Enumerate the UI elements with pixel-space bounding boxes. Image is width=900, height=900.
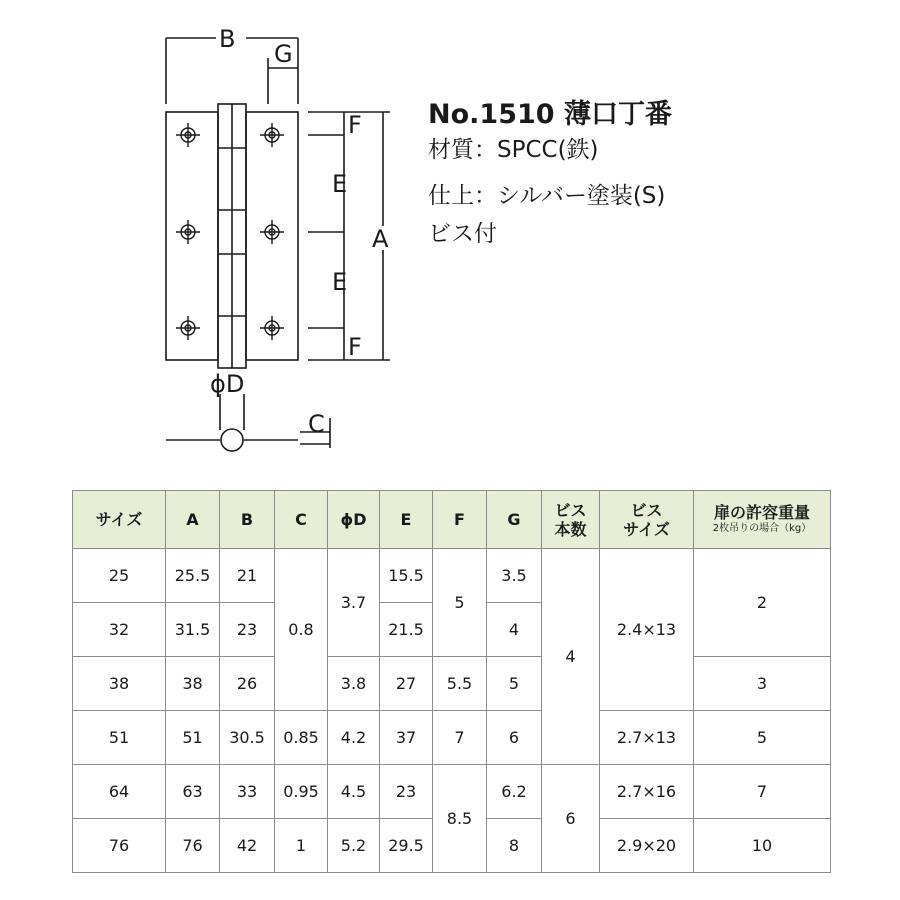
dim-label-e-bottom: E xyxy=(332,268,348,296)
cell-a: 38 xyxy=(166,657,220,711)
cell-screw-size: 2.7×13 xyxy=(600,711,694,765)
cell-phi-d: 3.7 xyxy=(328,549,380,657)
header-screw-size-line1: ビス xyxy=(630,500,663,520)
cell-a: 25.5 xyxy=(166,549,220,603)
cell-g: 4 xyxy=(487,603,542,657)
cell-c: 1 xyxy=(275,819,328,873)
cell-size: 51 xyxy=(73,711,166,765)
screw-holes xyxy=(176,123,284,340)
cell-screw-count: 6 xyxy=(542,765,600,873)
product-title: No.1510 薄口丁番 xyxy=(428,99,672,130)
cell-c: 0.85 xyxy=(275,711,328,765)
table-row xyxy=(73,549,831,603)
header-size: サイズ xyxy=(73,491,166,549)
cell-e: 21.5 xyxy=(380,603,433,657)
cell-screw-size: 2.4×13 xyxy=(600,549,694,711)
cell-e: 37 xyxy=(380,711,433,765)
header-screw-size-line2: サイズ xyxy=(623,519,670,539)
cell-b: 21 xyxy=(220,549,275,603)
cell-g: 6.2 xyxy=(487,765,542,819)
dim-label-a: A xyxy=(372,225,389,253)
cell-size: 64 xyxy=(73,765,166,819)
cell-size: 32 xyxy=(73,603,166,657)
dim-label-f-top: F xyxy=(348,111,362,139)
cell-f: 5 xyxy=(433,549,487,657)
cell-g: 3.5 xyxy=(487,549,542,603)
cell-b: 33 xyxy=(220,765,275,819)
header-screw-count xyxy=(542,491,600,549)
header-screw-size xyxy=(600,491,694,549)
cell-a: 51 xyxy=(166,711,220,765)
cell-a: 63 xyxy=(166,765,220,819)
cell-g: 5 xyxy=(487,657,542,711)
dim-label-c: C xyxy=(308,410,325,438)
spec-table xyxy=(72,490,831,873)
cell-e: 15.5 xyxy=(380,549,433,603)
cell-size: 38 xyxy=(73,657,166,711)
table-row xyxy=(73,765,831,819)
cell-g: 6 xyxy=(487,711,542,765)
cell-door-load: 7 xyxy=(694,765,831,819)
cell-door-load: 5 xyxy=(694,711,831,765)
header-door-load xyxy=(694,491,831,549)
cell-b: 42 xyxy=(220,819,275,873)
cell-door-load: 10 xyxy=(694,819,831,873)
cell-b: 30.5 xyxy=(220,711,275,765)
cell-door-load: 3 xyxy=(694,657,831,711)
cell-g: 8 xyxy=(487,819,542,873)
cell-phi-d: 4.5 xyxy=(328,765,380,819)
product-screws: ビス付 xyxy=(428,221,497,247)
cell-f: 8.5 xyxy=(433,765,487,873)
cell-c: 0.8 xyxy=(275,549,328,711)
header-e: E xyxy=(380,491,433,549)
cell-e: 23 xyxy=(380,765,433,819)
cell-size: 76 xyxy=(73,819,166,873)
header-door-load-line1: 扉の許容重量 xyxy=(713,503,810,522)
cell-size: 25 xyxy=(73,549,166,603)
product-finish: 仕上：シルバー塗装(S) xyxy=(428,183,666,209)
table-row xyxy=(73,657,831,711)
dim-label-f-bottom: F xyxy=(348,333,362,361)
cell-screw-size: 2.7×16 xyxy=(600,765,694,819)
header-f: F xyxy=(433,491,487,549)
header-screw-count-line1: ビス xyxy=(554,500,587,520)
dim-label-phi-d: ϕD xyxy=(210,370,245,398)
cell-a: 76 xyxy=(166,819,220,873)
cell-phi-d: 3.8 xyxy=(328,657,380,711)
cell-screw-count: 4 xyxy=(542,549,600,765)
table-header-row xyxy=(73,491,831,549)
cell-a: 31.5 xyxy=(166,603,220,657)
cell-e: 29.5 xyxy=(380,819,433,873)
dim-label-b: B xyxy=(219,25,236,53)
cell-screw-size: 2.9×20 xyxy=(600,819,694,873)
header-phi-d: ϕD xyxy=(328,491,380,549)
cell-c: 0.95 xyxy=(275,765,328,819)
header-b: B xyxy=(220,491,275,549)
header-g: G xyxy=(487,491,542,549)
cell-b: 23 xyxy=(220,603,275,657)
cell-phi-d: 5.2 xyxy=(328,819,380,873)
table-row xyxy=(73,711,831,765)
header-a: A xyxy=(166,491,220,549)
cell-phi-d: 4.2 xyxy=(328,711,380,765)
cell-door-load: 2 xyxy=(694,549,831,657)
dim-label-g: G xyxy=(274,40,293,68)
dim-label-e-top: E xyxy=(332,170,348,198)
header-screw-count-line2: 本数 xyxy=(554,519,587,539)
cell-f: 7 xyxy=(433,711,487,765)
header-c: C xyxy=(275,491,328,549)
cell-e: 27 xyxy=(380,657,433,711)
product-material: 材質：SPCC(鉄) xyxy=(428,137,599,163)
cell-b: 26 xyxy=(220,657,275,711)
header-door-load-line2: 2枚吊りの場合（kg） xyxy=(712,523,812,534)
cell-f: 5.5 xyxy=(433,657,487,711)
